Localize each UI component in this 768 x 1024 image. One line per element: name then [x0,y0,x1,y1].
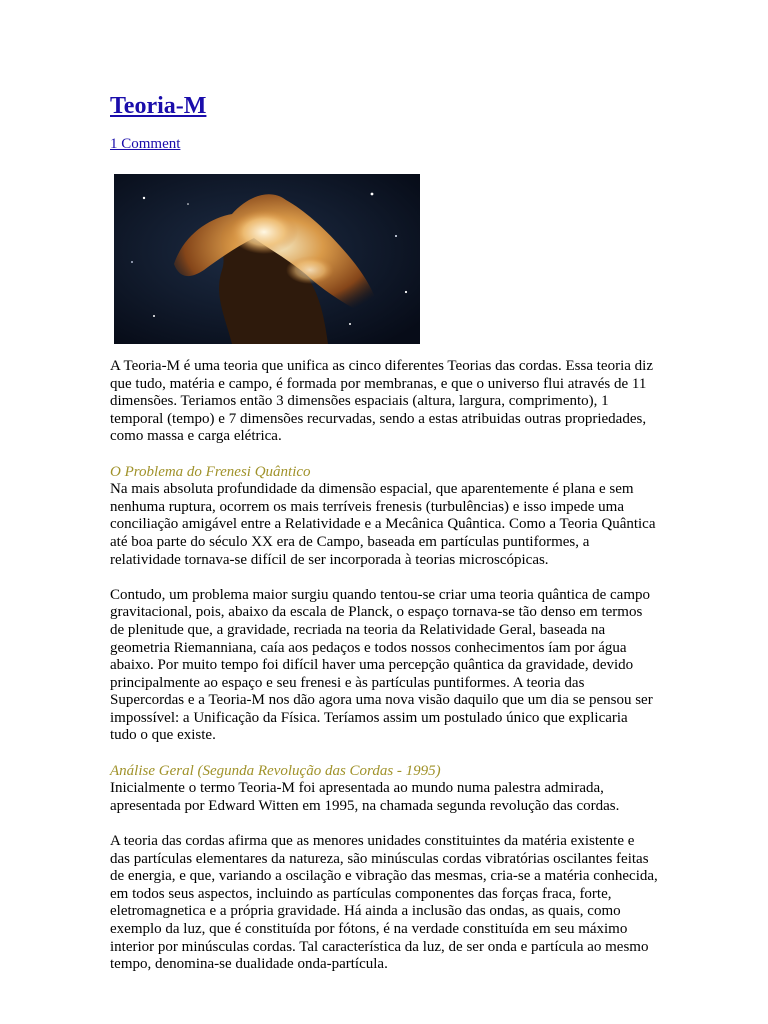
post-title-link[interactable]: Teoria-M [110,93,207,119]
article-body [110,358,658,991]
intro-paragraph: A Teoria-M é uma teoria que unifica as cinco diferentes Teorias das cordas. Essa teoria diz que tudo, matéria e campo, é formada por membranas, e que o universo flui através de 11 dimensões. Teriamos então 3 dimensões espaciais (altura, largura, comprimento), 1 temporal (tempo) e 7 dimensões recurvadas, sendo a estas atribuidas outras propriedades, como massa e carga elétrica. [110,358,653,445]
paragraph: Inicialmente o termo Teoria-M foi apresentada ao mundo numa palestra admirada, apresentada por Edward Witten em 1995, na chamada segunda revolução das cordas. [110,780,620,814]
nebula-image [114,174,420,344]
nebula-image-icon [114,174,420,344]
comments-link[interactable]: 1 Comment [110,136,181,152]
paragraph: Contudo, um problema maior surgiu quando tentou-se criar uma teoria quântica de campo gravitacional, pois, abaixo da escala de Planck, o espaço tornava-se tão denso em termos de plenitude que, a gravidade, recriada na teoria da Relatividade Geral, baseada na geometria Riemanniana, caía aos pedaços e todos nossos conhecimentos íam por água abaixo. Por muito tempo foi difícil haver uma percepção quântica da gravidade, devido principalmente ao espaço e seu frenesi e às partículas puntiformes. A teoria das Supercordas e a Teoria-M nos dão agora uma nova visão daquilo que um dia se pensou ser impossível: a Unificação da Física. Teríamos assim um postulado único que explicaria tudo o que existe. [110,586,653,744]
section-heading: Análise Geral (Segunda Revolução das Cordas - 1995) [110,762,441,779]
section-heading: O Problema do Frenesi Quântico [110,463,311,480]
paragraph: Na mais absoluta profundidade da dimensão espacial, que aparentemente é plana e sem nenhuma ruptura, ocorrem os mais terríveis frenesis (turbulências) e isso impede uma conciliação amigável entre a Relatividade e a Mecânica Quântica. Como a Teoria Quântica até boa parte do século XX era de Campo, baseada em partículas puntiformes, a relatividade tornava-se difícil de ser incorporada à teorias microscópicas. [110,481,656,568]
paragraph: A teoria das cordas afirma que as menores unidades constituintes da matéria existente e das partículas elementares da natureza, são minúsculas cordas vibratórias oscilantes feitas de energia, e que, variando a oscilação e vibração das mesmas, cria-se a matéria conhecida, em todos seus aspectos, incluindo as partículas componentes das forças fraca, forte, eletromagnetica e a própria gravidade. Há ainda a inclusão das ondas, as quais, como exemplo da luz, que é constituída por fótons, é na verdade constituída em seu máximo interior por minúsculas cordas. Tal característica da luz, de ser onda e partícula ao mesmo tempo, denomina-se dualidade onda-partícula. [110,833,658,973]
